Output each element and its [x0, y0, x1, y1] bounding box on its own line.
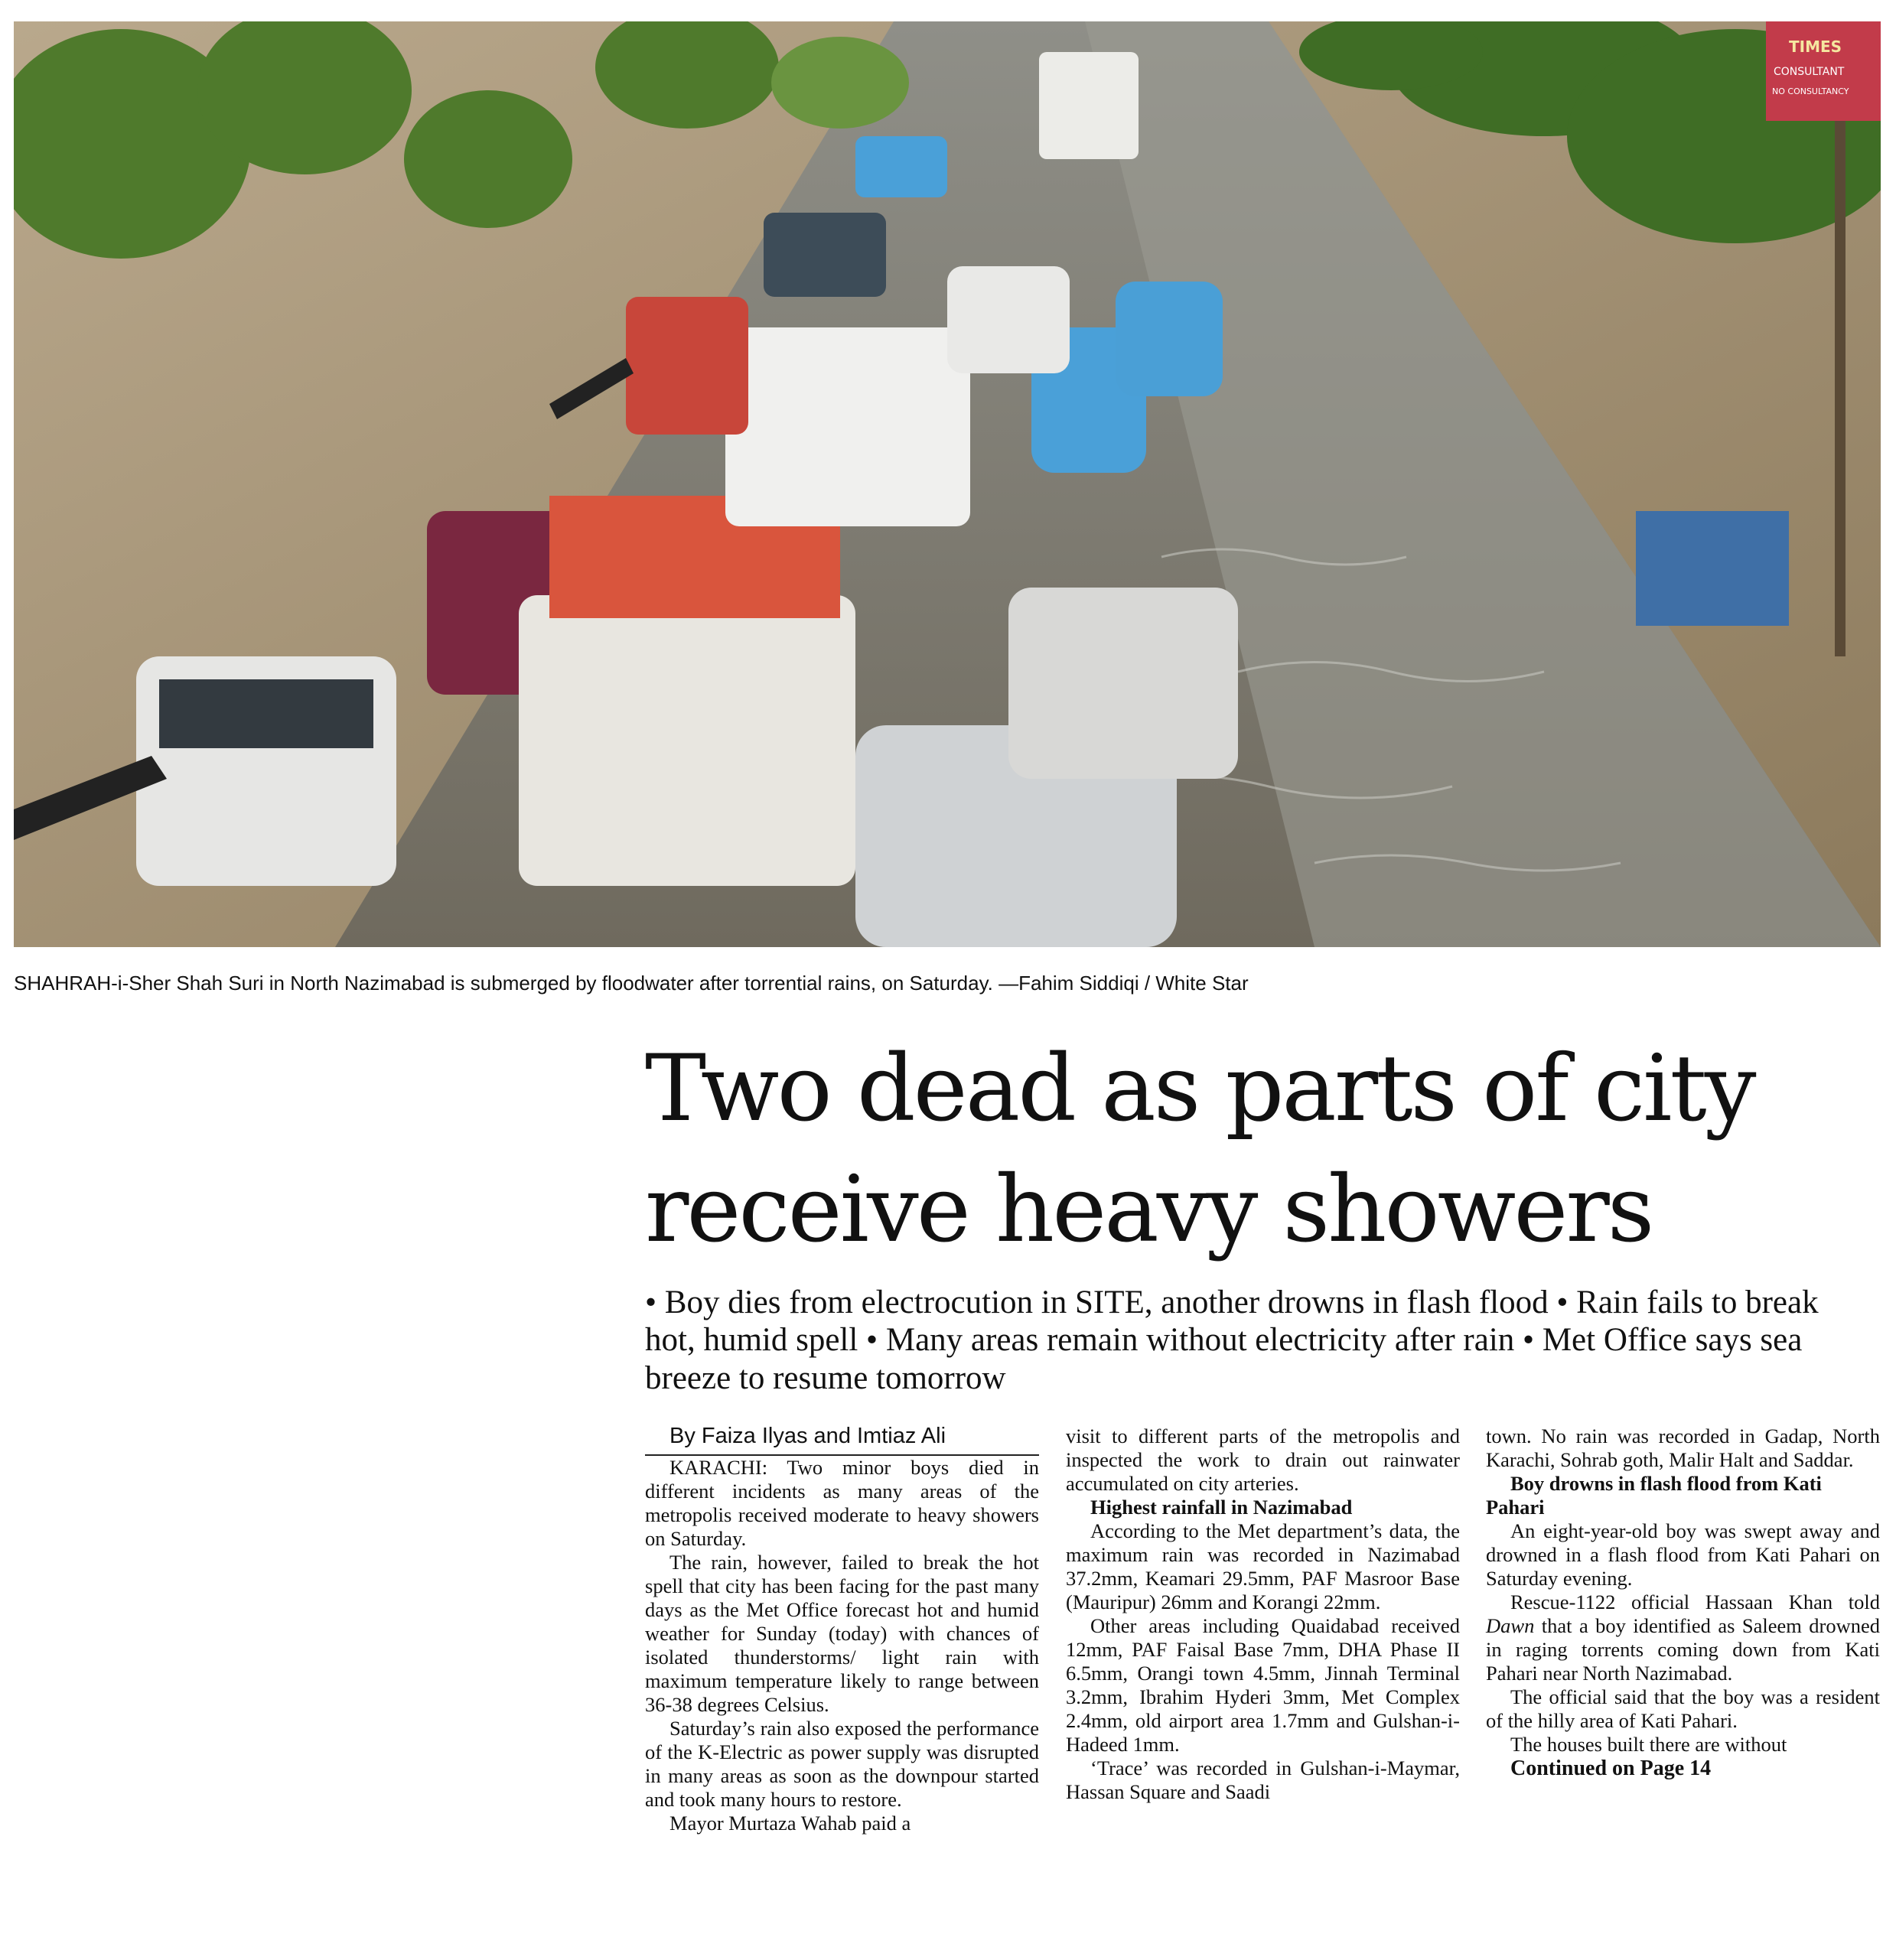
byline: By Faiza Ilyas and Imtiaz Ali	[645, 1424, 1039, 1456]
article-column-3	[1486, 1424, 1880, 1780]
sign-text-2: CONSULTANT	[1774, 66, 1845, 78]
dumpster	[1636, 511, 1789, 626]
paragraph: Other areas including Quaidabad received 12mm, PAF Faisal Base 7mm, DHA Phase II 6.5mm, Orangi town 4.5mm, Jinnah Terminal 3.2mm, Ibrahim Hyderi 3mm, Met Complex 2.4mm, old airport area 1.7mm and Gulshan-i-Hadeed 1mm.	[1066, 1614, 1460, 1756]
paragraph: The official said that the boy was a resident of the hilly area of Kati Pahari.	[1486, 1685, 1880, 1732]
sign-text-3: NO CONSULTANCY	[1772, 86, 1849, 96]
paragraph: ‘Trace’ was recorded in Gulshan-i-Maymar, Hassan Square and Saadi	[1066, 1757, 1460, 1803]
paragraph: The rain, however, failed to break the hot spell that city has been facing for the past many days as the Met Office forecast hot and humid weather for Sunday (today) with chances of isolated thunderstorms/ light rain with maximum temperature likely to range between 36-38 degrees Celsius.	[645, 1551, 1039, 1716]
text-run: that a boy identified as Saleem drowned in raging torrents coming down from Kati Pahari near North Nazimabad.	[1486, 1614, 1880, 1685]
sign-text-1: TIMES	[1789, 37, 1842, 56]
paragraph: The houses built there are without	[1510, 1733, 1787, 1756]
subhead: Boy drowns in flash flood from Kati Pahari	[1486, 1472, 1822, 1519]
paragraph: town. No rain was recorded in Gadap, North Karachi, Sohrab goth, Malir Halt and Saddar.	[1486, 1424, 1880, 1471]
paragraph	[1486, 1590, 1880, 1685]
deck-summary: • Boy dies from electrocution in SITE, another drowns in flash flood • Rain fails to break hot, humid spell • Many areas remain without electricity after rain • Met Office says sea breeze to resume tomorrow	[645, 1284, 1819, 1396]
subhead: Highest rainfall in Nazimabad	[1090, 1496, 1353, 1519]
paragraph: An eight-year-old boy was swept away and drowned in a flash flood from Kati Pahari on Saturday evening.	[1486, 1519, 1880, 1590]
paragraph: Saturday’s rain also exposed the performance of the K-Electric as power supply was disrupted in many areas as soon as the downpour started and took many hours to restore.	[645, 1717, 1039, 1811]
paragraph: visit to different parts of the metropolis and inspected the work to drain out rainwater accumulated on city arteries.	[1066, 1424, 1460, 1495]
publication-name: Dawn	[1486, 1614, 1535, 1637]
paragraph: Mayor Murtaza Wahab paid a	[669, 1812, 911, 1835]
paragraph: KARACHI: Two minor boys died in different incidents as many areas of the metropolis received moderate to heavy showers on Saturday.	[645, 1456, 1039, 1550]
text-run: Rescue-1122 official Hassaan Khan told	[1510, 1590, 1880, 1613]
pole	[1835, 121, 1846, 656]
headline: Two dead as parts of city receive heavy showers	[645, 1036, 1754, 1264]
photo-caption: SHAHRAH-i-Sher Shah Suri in North Nazimabad is submerged by floodwater after torrential rains, on Saturday. —Fahim Siddiqi / White Star	[14, 972, 1249, 995]
article-column-2	[1066, 1424, 1460, 1804]
flood-photo	[14, 21, 1881, 947]
paragraph: According to the Met department’s data, the maximum rain was recorded in Nazimabad 37.2mm, Keamari 29.5mm, PAF Masroor Base (Mauripur) 26mm and Korangi 22mm.	[1066, 1519, 1460, 1613]
article-column-1	[645, 1424, 1039, 1835]
flood-street-image	[14, 21, 1881, 947]
continued-link[interactable]: Continued on Page 14	[1510, 1757, 1712, 1780]
